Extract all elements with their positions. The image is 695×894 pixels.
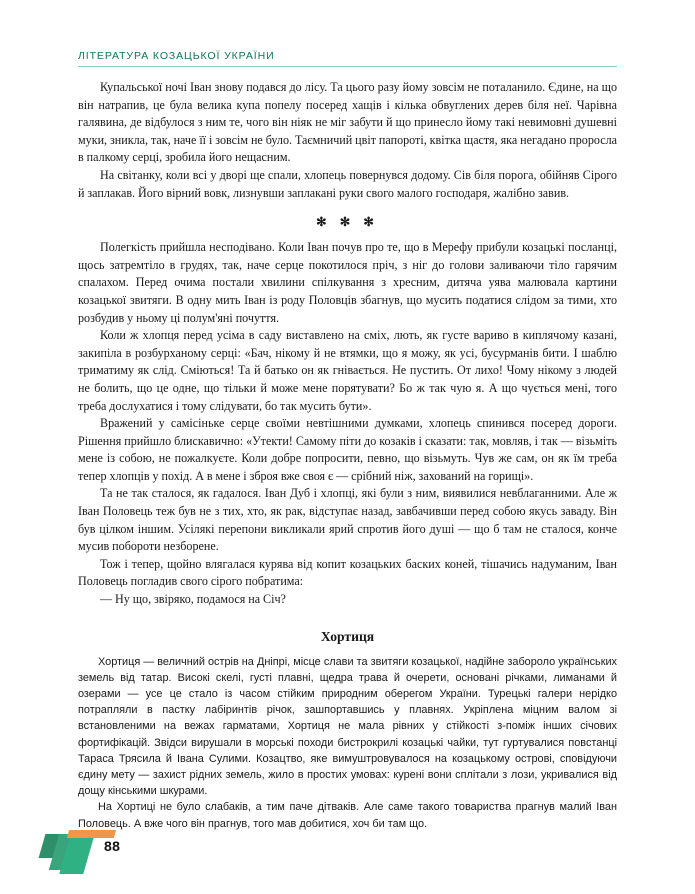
running-head-title: ЛІТЕРАТУРА КОЗАЦЬКОЇ УКРАЇНИ (78, 50, 275, 62)
info-paragraph: Хортиця — величний острів на Дніпрі, місце слави та звитяги козацької, надійне забороло українських земель від татар. Високі скелі, густі плавні, щедра трава й очерети, основані річками, лиманами й озерами — усе це стало із часом стійким природним оберегом України. Турецькі галери нерідко потрапляли в пастку лабіринтів річок, зашпортавшись у плавнях. Укріплена міцним валом зі встановленими на вежах гарматами, Хортиця не мала рівних у стійкості з-поміж інших січових фортифікацій. Звідси вирушали в морські походи бистрокрилі козацькі чайки, тут гуртувалися повстанці Тараса Трясила й Івана Сулими. Козацтво, яке вимуштровувалося на козацькому острові, сповідуючи єдину мету — захист рідних земель, жило в простих умовах: курені вони сплітали з лози, укривалися від дощу кінськими шкурами. (78, 655, 617, 798)
body-paragraph: На світанку, коли всі у дворі ще спали, хлопець повернувся додому. Сів біля порога, обійняв Сірого й заплакав. Його вірний вовк, лизнувши заплакані руки свого малого господаря, жалібно завив. (78, 167, 617, 200)
section-heading: Хортиця (320, 628, 375, 644)
page-footer (40, 830, 260, 876)
body-paragraph: Коли ж хлопця перед усіма в саду виставлено на сміх, лють, як густе вариво в киплячому казані, закипіла в розбурханому серці: «Бач, нікому й не втямки, що я можу, як усі, бусурманів бити. І шаблю триматиму як слід. Сміються! Та й батько он як гнівається. Не пустить. От лихо! Чому нікому з людей не болить, що це одне, що тільки й може мене порятувати? Бо ж так чую я. А що чується мені, того треба дослухатися і тому слідувати, бо так мусить бути». (78, 328, 617, 413)
running-head (78, 50, 617, 67)
body-paragraph: Та не так сталося, як гадалося. Іван Дуб і хлопці, які були з ним, виявилися невблаганними. Але ж Іван Половець теж був не з тих, хто, як рак, відступає назад, завбачивши перед собою якусь заваду. Він був цілком іншим. Усілякі перепони викликали ярий спротив його душі — що б там не сталося, конче мусив побороти незборене. (78, 486, 617, 554)
body-paragraph: Вражений у самісіньке серце своїми невтішними думками, хлопець спинився посеред дороги. Рішення прийшло блискавично: «Утекти! Самому піти до козаків і сказати: так, мовляв, і так — візьміть мене із собою, не пожалкуєте. Коли добре попросити, певно, що візьмуть. Чув же сам, он як їм треба тепер хлопців у похід. А в мене і зброя вже своя є — срібний ніж, захований на горищі». (78, 416, 617, 483)
running-head-rule (78, 66, 617, 67)
body-paragraph: Полегкість прийшла несподівано. Коли Іван почув про те, що в Мерефу прибули козацькі посланці, щось затремтіло в грудях, так, наче серце покотилося пріч, з ніг до голови заливаючи тіло гарячим спалахом. Перед очима постали хвилини спілкування з хресним, дитяча уява малювала картини козацької звитяги. В одну мить Іван із роду Половців збагнув, що мусить податися слідом за тими, хто розбудив у ньому ці полум'яні почуття. (78, 240, 617, 325)
body-paragraph: Купальської ночі Іван знову подався до лісу. Та цього разу йому зовсім не поталанило. Єдине, на що він натрапив, це була велика купа попелу посеред хащів і кілька обвуглених дерев біля неї. Чарівна галявина, де відбулося з ним те, чого він ніяк не міг забути й що принесло йому такі невимовні душевні муки, зникла, так, наче її і зовсім не було. Таємничий цвіт папороті, квітка щастя, яка негадано проросла в палкому серці, зробила його нещасним. (78, 80, 617, 165)
info-paragraph: На Хортиці не було слабаків, а тим паче дітваків. Але саме такого товариства прагнув малий Іван Половець. А вже чого він прагнув, того мав добитися, хоч би там що. (78, 801, 617, 830)
page-number: 88 (104, 838, 121, 854)
body-paragraph: Тож і тепер, щойно влягалася курява від копит козацьких баских коней, тішачись надуманим, Іван Половець погладив свого сірого побратима: (78, 556, 617, 589)
body-text-column (78, 79, 617, 832)
dialogue-line: — Ну що, звіряко, подамося на Січ? (100, 592, 286, 607)
info-block (78, 654, 617, 832)
section-divider-asterisks: ✻ ✻ ✻ (316, 215, 379, 230)
logo-orange-bar-shape (67, 830, 116, 838)
